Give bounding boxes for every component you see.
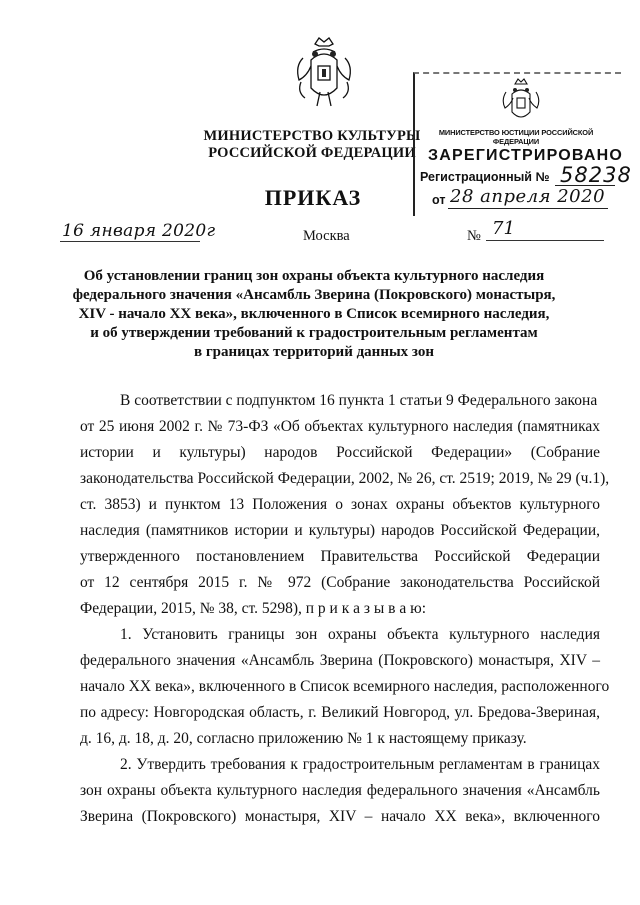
coat-of-arms-emblem — [293, 36, 355, 116]
order-date-underline — [60, 241, 200, 242]
stamp-registration-number-label: Регистрационный № — [420, 170, 550, 184]
order-title: ПРИКАЗ — [264, 185, 362, 210]
body-line: от 12 сентября 2015 г. № 972 (Собрание законодательства Российской — [80, 574, 600, 591]
body-line: ст. 3853) и пунктом 13 Положения о зонах охраны объектов культурного — [80, 496, 600, 513]
stamp-registered-label: ЗАРЕГИСТРИРОВАНО — [428, 147, 624, 164]
heading-line: в границах территорий данных зон — [194, 344, 434, 360]
ministry-line-2: РОССИЙСКОЙ ФЕДЕРАЦИИ — [208, 145, 416, 161]
body-line: от 25 июня 2002 г. № 73-ФЗ «Об объектах культурного наследия (памятниках — [80, 418, 600, 435]
clause-line: зон охраны объекта культурного наследия федерального значения «Ансамбль — [80, 782, 600, 799]
stamp-date-label: от — [432, 193, 446, 207]
clause-line: д. 16, д. 18, д. 20, согласно приложению № 1 к настоящему приказу. — [80, 730, 527, 747]
body-line: В соответствии с подпунктом 16 пункта 1 статьи 9 Федерального закона — [120, 392, 598, 409]
heading-line: и об утверждении требований к градостроительным регламентам — [90, 325, 538, 341]
body-line: истории и культуры) народов Российской Федерации» (Собрание — [80, 444, 600, 461]
body-line: утвержденного постановлением Правительства Российской Федерации — [80, 548, 600, 565]
order-number-underline — [486, 240, 604, 241]
order-date: 16 января 2020г — [62, 221, 216, 241]
body-line: законодательства Российской Федерации, 2002, № 26, ст. 2519; 2019, № 29 (ч.1), — [80, 470, 610, 487]
heading-line: XIV - начало XX века», включенного в Список всемирного наследия, — [78, 306, 550, 322]
city-name: Москва — [303, 228, 350, 244]
stamp-registration-date: 28 апреля 2020 — [450, 186, 606, 207]
order-number-sign: № — [467, 228, 481, 244]
body-line: Федерации, 2015, № 38, ст. 5298), п р и к а з ы в а ю: — [80, 600, 427, 617]
stamp-registration-number: 58238 — [560, 163, 632, 187]
stamp-ministry-name: МИНИСТЕРСТВО ЮСТИЦИИ РОССИЙСКОЙ ФЕДЕРАЦИИ — [438, 128, 594, 146]
stamp-coat-of-arms-icon — [500, 78, 542, 124]
clause-line: 1. Установить границы зон охраны объекта культурного наследия — [120, 626, 600, 643]
ministry-line-1: МИНИСТЕРСТВО КУЛЬТУРЫ — [203, 128, 421, 144]
clause-line: по адресу: Новгородская область, г. Великий Новгород, ул. Бредова-Звериная, — [80, 704, 600, 721]
heading-line: федерального значения «Ансамбль Зверина (Покровского) монастыря, — [72, 287, 556, 303]
ministry-name — [200, 128, 424, 162]
clause-line: федерального значения «Ансамбль Зверина (Покровского) монастыря, XIV – — [80, 652, 600, 669]
body-line: наследия (памятников истории и культуры) народов Российской Федерации, — [80, 522, 600, 539]
clause-line: начало XX века», включенного в Список всемирного наследия, расположенного — [80, 678, 610, 695]
clause-line: 2. Утвердить требования к градостроительным регламентам в границах — [120, 756, 600, 773]
order-number: 71 — [492, 218, 515, 239]
clause-line: Зверина (Покровского) монастыря, XIV – начало XX века», включенного — [80, 808, 600, 825]
document-heading — [72, 267, 556, 362]
heading-line: Об установлении границ зон охраны объекта культурного наследия — [83, 268, 545, 284]
